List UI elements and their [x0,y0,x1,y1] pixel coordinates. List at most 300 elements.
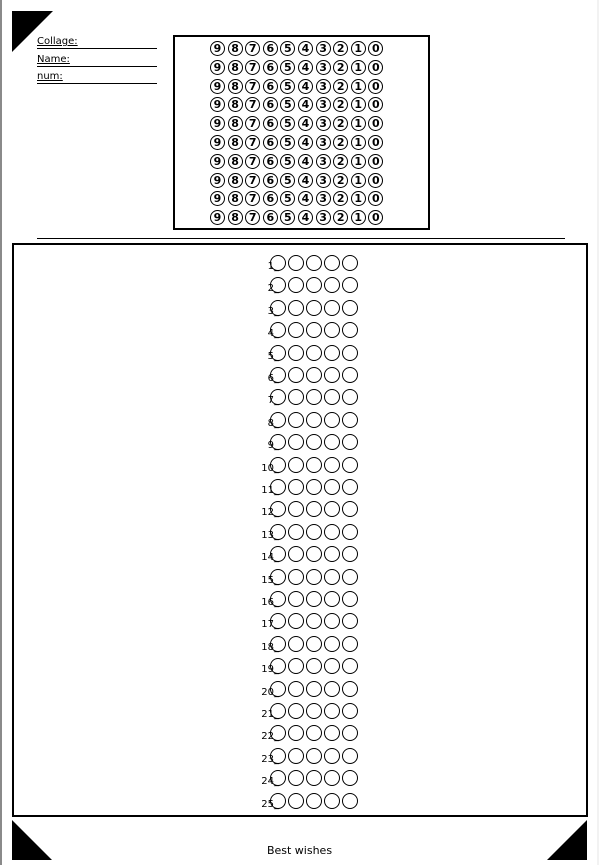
answer-bubble[interactable] [342,457,358,473]
page-left-border [0,0,2,865]
id-digit-bubble[interactable]: 0 [368,60,383,75]
answer-bubble[interactable] [270,793,286,809]
answer-bubble[interactable] [342,277,358,293]
answer-bubble[interactable] [342,591,358,607]
id-digit-bubble[interactable]: 4 [298,154,313,169]
answer-bubble[interactable] [324,501,340,517]
answer-bubble[interactable] [288,748,304,764]
answer-bubble[interactable] [342,367,358,383]
question-number: 3_ [267,305,279,317]
collage-field[interactable] [37,36,157,49]
id-digit-bubble[interactable]: 6 [263,79,278,94]
id-digit-bubble[interactable]: 3 [316,116,331,131]
answer-bubble[interactable] [306,546,322,562]
answer-bubble[interactable] [288,300,304,316]
id-digit-bubble[interactable]: 1 [351,191,366,206]
answer-bubble[interactable] [342,613,358,629]
answer-bubble[interactable] [324,591,340,607]
answer-bubble[interactable] [288,412,304,428]
name-field[interactable] [37,54,157,67]
question-number: 7_ [267,395,279,407]
answer-bubble[interactable] [342,658,358,674]
id-digit-bubble[interactable]: 8 [228,154,243,169]
question-number: 23_ [261,753,279,765]
answer-bubble[interactable] [306,501,322,517]
answer-bubble[interactable] [288,367,304,383]
id-digit-bubble[interactable]: 3 [316,173,331,188]
question-number: 1_ [267,261,279,272]
id-digit-bubble[interactable]: 0 [368,154,383,169]
answer-bubble[interactable] [306,748,322,764]
answer-bubble[interactable] [324,345,340,361]
answer-bubble[interactable] [342,345,358,361]
id-digit-bubble[interactable]: 4 [298,97,313,112]
question-number: 20_ [261,686,279,698]
question-row [14,568,586,586]
id-digit-bubble[interactable]: 0 [368,191,383,206]
id-digit-bubble[interactable]: 7 [245,154,260,169]
id-digit-bubble[interactable]: 5 [280,135,295,150]
id-digit-bubble[interactable]: 0 [368,135,383,150]
answer-bubble[interactable] [267,367,286,384]
id-digit-bubble[interactable]: 8 [228,191,243,206]
id-digit-bubble[interactable]: 7 [245,97,260,112]
question-number: 22_ [261,731,279,743]
answer-options [270,703,360,719]
answer-bubble[interactable] [288,501,304,517]
answer-bubble[interactable] [270,748,286,764]
id-digit-bubble[interactable]: 4 [298,79,313,94]
answer-bubble[interactable] [270,703,286,719]
id-digit-bubble[interactable]: 2 [333,173,348,188]
answer-bubble[interactable] [324,389,340,405]
question-number: 11_ [261,485,279,496]
answer-bubble[interactable] [288,546,304,562]
question-row [14,635,586,653]
id-digit-bubble[interactable]: 5 [280,191,295,206]
answer-options [270,725,360,741]
id-digit-bubble[interactable]: 8 [228,60,243,75]
answer-bubble[interactable] [288,524,304,540]
answer-bubble[interactable] [306,658,322,674]
answer-options [270,591,360,607]
id-digit-bubble[interactable]: 5 [280,60,295,75]
id-digit-bubble[interactable]: 2 [333,191,348,206]
answer-bubble[interactable] [306,300,322,316]
answer-bubble[interactable] [270,725,286,741]
id-digit-bubble[interactable]: 3 [316,41,331,56]
answer-bubble[interactable] [288,345,304,361]
question-row [14,769,586,787]
answer-bubble[interactable] [288,681,304,697]
question-number: 15_ [261,574,279,586]
answer-bubble[interactable] [288,591,304,607]
id-digit-bubble[interactable]: 6 [263,60,278,75]
answer-options [267,255,360,272]
id-digit-bubble[interactable]: 2 [333,116,348,131]
question-number: 5_ [267,350,279,362]
id-digit-bubble[interactable]: 4 [298,135,313,150]
answer-bubble[interactable] [342,255,358,271]
answer-bubble[interactable] [342,412,358,428]
id-digit-bubble[interactable]: 6 [263,173,278,188]
id-digit-bubble[interactable]: 2 [333,79,348,94]
question-row [14,254,586,272]
answer-options [270,681,360,697]
answer-bubble[interactable] [270,501,286,517]
id-digit-bubble[interactable]: 3 [316,97,331,112]
question-number: 16_ [261,597,279,608]
answer-options [267,277,360,295]
id-digit-bubble[interactable]: 9 [210,79,225,94]
id-digit-bubble[interactable]: 6 [263,154,278,169]
answer-bubble[interactable] [306,277,322,293]
id-digit-bubble[interactable]: 0 [368,173,383,188]
id-digit-bubble[interactable]: 4 [298,41,313,56]
answer-options [267,389,360,407]
answer-bubble[interactable] [306,770,322,786]
id-digit-bubble[interactable]: 9 [210,60,225,75]
id-digit-bubble[interactable]: 8 [228,173,243,188]
question-row [14,523,586,541]
id-digit-bubble[interactable]: 3 [316,60,331,75]
answer-bubble[interactable] [288,569,304,585]
id-digit-bubble[interactable]: 9 [210,191,225,206]
id-digit-bubble[interactable]: 4 [298,173,313,188]
id-digit-bubble[interactable]: 5 [280,97,295,112]
id-digit-bubble[interactable]: 0 [368,210,383,225]
id-digit-bubble[interactable]: 9 [210,41,225,56]
answer-bubble[interactable] [306,255,322,271]
id-digit-bubble[interactable]: 7 [245,60,260,75]
answer-bubble[interactable] [267,345,286,362]
id-digit-bubble[interactable]: 6 [263,191,278,206]
id-digit-bubble[interactable]: 2 [333,154,348,169]
id-digit-bubble[interactable]: 1 [351,97,366,112]
answer-bubble[interactable] [270,546,286,562]
answer-bubble[interactable] [267,322,286,340]
answer-bubble[interactable] [270,524,286,540]
num-field[interactable] [37,71,157,84]
answer-options [270,636,360,652]
id-digit-bubble[interactable]: 3 [316,135,331,150]
answer-bubble[interactable] [342,636,358,652]
num-label: num: [37,71,63,82]
answer-options [267,345,360,362]
answer-bubble[interactable] [342,748,358,764]
answer-bubble[interactable] [306,681,322,697]
question-row [14,433,586,451]
answer-bubble[interactable] [324,412,340,428]
answer-bubble[interactable] [342,322,358,338]
answer-bubble[interactable] [288,457,304,473]
answer-bubble[interactable] [306,479,322,495]
id-digit-bubble[interactable]: 6 [263,116,278,131]
answer-bubble[interactable] [267,389,286,407]
id-digit-bubble[interactable]: 5 [280,79,295,94]
id-digit-bubble[interactable]: 8 [228,135,243,150]
question-number: 6_ [267,373,279,384]
id-digit-bubble[interactable]: 0 [368,41,383,56]
answer-bubble[interactable] [306,569,322,585]
student-id-grid [173,35,430,230]
answer-bubble[interactable] [306,412,322,428]
answer-bubble[interactable] [324,658,340,674]
answer-bubble[interactable] [324,322,340,338]
answer-bubble[interactable] [306,793,322,809]
name-label: Name: [37,54,70,65]
question-row [14,456,586,474]
question-row [14,500,586,518]
id-digit-bubble[interactable]: 4 [298,210,313,225]
section-divider [37,238,565,239]
question-row [14,612,586,630]
answer-bubble[interactable] [288,479,304,495]
answer-options [270,501,360,517]
answer-bubble[interactable] [324,725,340,741]
answer-bubble[interactable] [324,524,340,540]
answer-bubble[interactable] [270,613,286,629]
id-grid-row [210,41,386,59]
answer-bubble[interactable] [288,277,304,293]
id-digit-bubble[interactable]: 6 [263,41,278,56]
id-digit-bubble[interactable]: 5 [280,116,295,131]
answer-bubble[interactable] [324,300,340,316]
question-row [14,276,586,294]
answer-bubble[interactable] [270,658,286,674]
answer-bubble[interactable] [267,412,286,429]
id-digit-bubble[interactable]: 6 [263,97,278,112]
id-digit-bubble[interactable]: 5 [280,173,295,188]
answer-bubble[interactable] [267,434,286,452]
answer-bubble[interactable] [306,389,322,405]
id-digit-bubble[interactable]: 1 [351,173,366,188]
answer-bubble[interactable] [324,569,340,585]
id-digit-bubble[interactable]: 9 [210,97,225,112]
answer-bubble[interactable] [306,367,322,383]
answer-options [267,412,360,429]
answer-bubble[interactable] [270,569,286,585]
id-digit-bubble[interactable]: 7 [245,173,260,188]
answer-bubble[interactable] [306,524,322,540]
answer-options [270,748,360,764]
answer-bubble[interactable] [306,703,322,719]
answer-bubble[interactable] [288,613,304,629]
id-digit-bubble[interactable]: 2 [333,41,348,56]
id-digit-bubble[interactable]: 7 [245,210,260,225]
id-grid-row [210,135,386,153]
answer-bubble[interactable] [324,681,340,697]
id-digit-bubble[interactable]: 5 [280,41,295,56]
answer-bubble[interactable] [342,300,358,316]
id-digit-bubble[interactable]: 1 [351,60,366,75]
id-digit-bubble[interactable]: 3 [316,154,331,169]
question-row [14,792,586,810]
id-digit-bubble[interactable]: 0 [368,116,383,131]
answer-bubble[interactable] [324,367,340,383]
answer-bubble[interactable] [306,725,322,741]
answer-bubble[interactable] [267,277,286,295]
id-digit-bubble[interactable]: 7 [245,135,260,150]
id-digit-bubble[interactable]: 1 [351,116,366,131]
answer-bubble[interactable] [306,322,322,338]
answer-bubble[interactable] [288,793,304,809]
answer-bubble[interactable] [342,479,358,495]
id-digit-bubble[interactable]: 4 [298,116,313,131]
id-digit-bubble[interactable]: 2 [333,210,348,225]
question-number: 17_ [261,619,279,631]
question-number: 19_ [261,664,279,676]
answer-bubble[interactable] [324,277,340,293]
answer-bubble[interactable] [324,748,340,764]
question-number: 4_ [267,328,279,340]
answer-options [270,613,360,629]
question-number: 8_ [267,417,279,429]
id-digit-bubble[interactable]: 1 [351,135,366,150]
answer-sheet [12,243,588,817]
id-digit-bubble[interactable]: 8 [228,116,243,131]
answer-bubble[interactable] [324,255,340,271]
id-grid-row [210,173,386,191]
answer-bubble[interactable] [306,434,322,450]
id-digit-bubble[interactable]: 9 [210,116,225,131]
id-digit-bubble[interactable]: 4 [298,191,313,206]
answer-bubble[interactable] [306,636,322,652]
id-digit-bubble[interactable]: 6 [263,210,278,225]
id-digit-bubble[interactable]: 2 [333,135,348,150]
id-digit-bubble[interactable]: 0 [368,97,383,112]
answer-bubble[interactable] [342,681,358,697]
question-row [14,366,586,384]
question-row [14,344,586,362]
id-digit-bubble[interactable]: 7 [245,191,260,206]
answer-bubble[interactable] [306,613,322,629]
answer-options [267,434,360,452]
id-digit-bubble[interactable]: 8 [228,97,243,112]
question-row [14,478,586,496]
id-digit-bubble[interactable]: 9 [210,210,225,225]
answer-options [270,479,360,495]
answer-bubble[interactable] [324,703,340,719]
id-digit-bubble[interactable]: 6 [263,135,278,150]
answer-bubble[interactable] [306,591,322,607]
question-row [14,545,586,563]
id-digit-bubble[interactable]: 3 [316,79,331,94]
answer-bubble[interactable] [288,255,304,271]
id-digit-bubble[interactable]: 9 [210,154,225,169]
question-row [14,590,586,608]
question-number: 9_ [267,440,279,452]
answer-bubble[interactable] [342,703,358,719]
answer-bubble[interactable] [324,457,340,473]
answer-bubble[interactable] [288,725,304,741]
id-digit-bubble[interactable]: 5 [280,154,295,169]
id-digit-bubble[interactable]: 7 [245,79,260,94]
answer-bubble[interactable] [342,546,358,562]
answer-bubble[interactable] [306,457,322,473]
id-digit-bubble[interactable]: 1 [351,41,366,56]
question-row [14,321,586,339]
answer-bubble[interactable] [267,300,286,317]
answer-bubble[interactable] [270,681,286,697]
id-grid-row [210,60,386,78]
answer-bubble[interactable] [324,793,340,809]
id-digit-bubble[interactable]: 3 [316,210,331,225]
question-number: 24_ [261,776,279,788]
id-grid-row [210,116,386,134]
id-digit-bubble[interactable]: 8 [228,79,243,94]
id-digit-bubble[interactable]: 9 [210,173,225,188]
answer-bubble[interactable] [324,636,340,652]
answer-bubble[interactable] [342,770,358,786]
id-digit-bubble[interactable]: 7 [245,116,260,131]
id-grid-row [210,97,386,115]
id-digit-bubble[interactable]: 5 [280,210,295,225]
id-digit-bubble[interactable]: 9 [210,135,225,150]
id-digit-bubble[interactable]: 8 [228,41,243,56]
answer-bubble[interactable] [288,658,304,674]
answer-bubble[interactable] [342,569,358,585]
id-digit-bubble[interactable]: 2 [333,60,348,75]
id-grid-row [210,79,386,97]
answer-bubble[interactable] [288,322,304,338]
id-digit-bubble[interactable]: 3 [316,191,331,206]
answer-bubble[interactable] [342,434,358,450]
id-digit-bubble[interactable]: 1 [351,210,366,225]
question-row [14,702,586,720]
answer-bubble[interactable] [324,434,340,450]
answer-bubble[interactable] [324,479,340,495]
answer-bubble[interactable] [342,725,358,741]
question-row [14,388,586,406]
answer-bubble[interactable] [270,591,286,607]
answer-bubble[interactable] [342,524,358,540]
id-digit-bubble[interactable]: 4 [298,60,313,75]
answer-options [270,457,360,473]
answer-bubble[interactable] [306,345,322,361]
answer-bubble[interactable] [288,434,304,450]
id-digit-bubble[interactable]: 2 [333,97,348,112]
answer-bubble[interactable] [288,636,304,652]
id-digit-bubble[interactable]: 1 [351,79,366,94]
question-number: 25_ [261,798,279,810]
answer-bubble[interactable] [342,793,358,809]
id-digit-bubble[interactable]: 0 [368,79,383,94]
answer-bubble[interactable] [270,479,286,495]
answer-bubble[interactable] [270,770,286,786]
answer-bubble[interactable] [270,636,286,652]
answer-bubble[interactable] [270,457,286,473]
id-digit-bubble[interactable]: 7 [245,41,260,56]
answer-bubble[interactable] [288,770,304,786]
collage-label: Collage: [37,36,78,47]
answer-options [267,367,360,384]
answer-bubble[interactable] [324,613,340,629]
question-row [14,724,586,742]
answer-bubble[interactable] [324,546,340,562]
answer-bubble[interactable] [342,501,358,517]
answer-bubble[interactable] [342,389,358,405]
answer-bubble[interactable] [288,389,304,405]
answer-bubble[interactable] [288,703,304,719]
answer-bubble[interactable] [324,770,340,786]
question-number: 10_ [261,462,279,474]
answer-bubble[interactable] [267,255,286,272]
id-digit-bubble[interactable]: 8 [228,210,243,225]
question-row [14,411,586,429]
id-digit-bubble[interactable]: 1 [351,154,366,169]
footer-message: Best wishes [266,844,333,857]
